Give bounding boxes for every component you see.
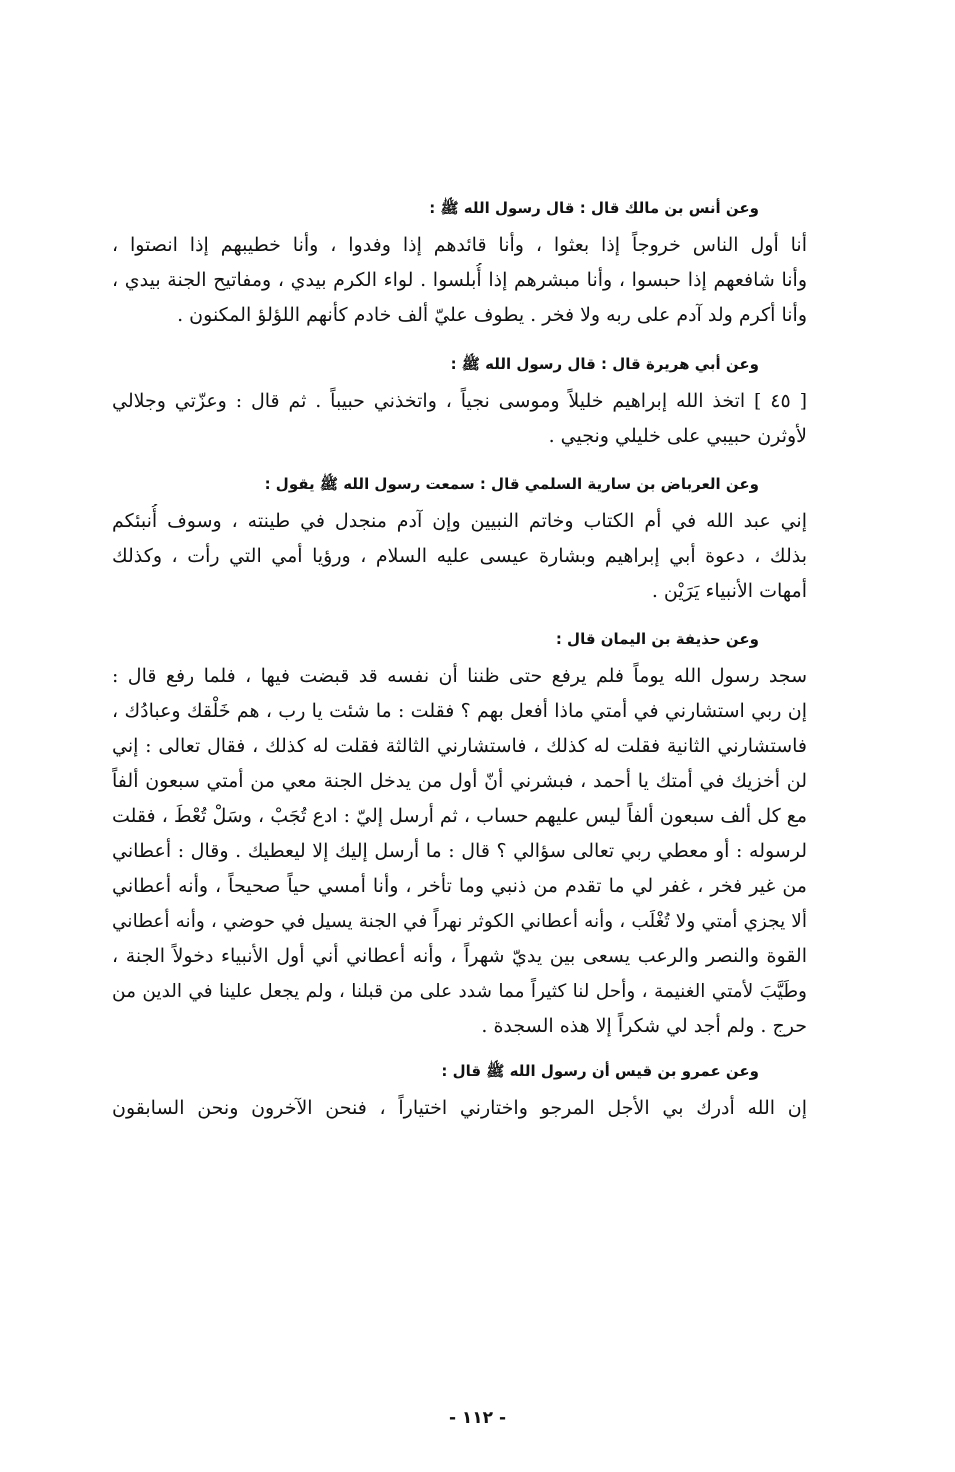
text-line: سجد رسول الله يوماً فلم يرفع حتى ظننا أن نفسه قد قبضت فيها ، فلما رفع قال :: [112, 665, 807, 687]
hadith-isnad: وعن عمرو بن قيس أن رسول الله ﷺ قال :: [441, 1062, 759, 1080]
text-line: لن أخزيك في أمتك يا أحمد ، فبشرني أنّ أول من يدخل الجنة معي من أمتي سبعون ألفاً: [112, 770, 807, 792]
text-line: أنا أول الناس خروجاً إذا بعثوا ، وأنا قائدهم إذا وفدوا ، وأنا خطيبهم إذا انصتوا ،: [112, 234, 807, 256]
hadith-block: [112, 1059, 807, 1126]
text-line: حرج . ولم أجد لي شكراً إلا هذه السجدة .: [481, 1015, 807, 1037]
text-line: لرسوله : أو معطي ربي تعالى سؤالي ؟ قال : ما أرسل إليك إلا ليعطيك . وقال : أعطاني: [112, 840, 807, 862]
hadith-block: [112, 196, 807, 333]
hadith-isnad: وعن أبي هريرة قال : قال رسول الله ﷺ :: [450, 355, 759, 373]
text-line: فاستشارني الثانية فقلت له كذلك ، فاستشارني الثالثة فقلت له كذلك ، فقال تعالى : إني: [112, 735, 807, 757]
text-line: إني عبد الله في أم الكتاب وخاتم النبيين وإن آدم منجدل في طينته ، وسوف أُنبئكم: [112, 510, 807, 532]
text-line: من غير فخر ، غفر لي ما تقدم من ذنبي وما تأخر ، وأنا أمسي حياً صحيحاً ، وأنه أعطاني: [112, 875, 807, 897]
hadith-text: [112, 504, 807, 609]
text-line: وأنا أكرم ولد آدم على ربه ولا فخر . يطوف عليّ ألف خادم كأنهم اللؤلؤ المكنون .: [177, 304, 807, 326]
hadith-text: [112, 228, 807, 333]
hadith-block: [112, 627, 807, 1044]
hadith-block: [112, 352, 807, 454]
text-line: القوة والنصر والرعب يسعى بين يديّ شهراً ، وأنه أعطاني أني أول الأنبياء دخولاً الجنة ،: [112, 945, 807, 967]
text-line: وأنا شافعهم إذا حبسوا ، وأنا مبشرهم إذا أُبلسوا . لواء الكرم بيدي ، ومفاتيح الجنة بيدي ،: [112, 269, 807, 291]
page-number: - ١١٢ -: [448, 1408, 507, 1428]
hadith-text: [112, 1091, 807, 1126]
text-line: إن الله أدرك بي الأجل المرجو واختارني اختياراً ، فنحن الآخرون ونحن السابقون: [112, 1097, 807, 1119]
text-line: مع كل ألف سبعون ألفاً ليس عليهم حساب ، ثم أرسل إليّ : ادع تُجَبْ ، وسَلْ تُعْطَ ، فقلت: [112, 805, 807, 827]
text-line: إن ربي استشارني في أمتي ماذا أفعل بهم ؟ فقلت : ما شئت يا رب ، هم خَلْقك وعبادُك ،: [112, 700, 807, 722]
hadith-isnad: وعن أنس بن مالك قال : قال رسول الله ﷺ :: [429, 199, 759, 217]
text-line: [ ٤٥ ] اتخذ الله إبراهيم خليلاً وموسى نجياً ، واتخذني حبيباً . ثم قال : وعزّتي وجلالي: [112, 390, 807, 412]
hadith-isnad: وعن حذيفة بن اليمان قال :: [555, 630, 759, 648]
text-line: أمهات الأنبياء يَرَيْن .: [651, 580, 807, 602]
hadith-text: [112, 659, 807, 1044]
text-line: بذلك ، دعوة أبي إبراهيم وبشارة عيسى عليه السلام ، ورؤيا أمي التي رأت ، وكذلك: [112, 545, 807, 567]
text-line: ألا يجزي أمتي ولا تُغْلَب ، وأنه أعطاني الكوثر نهراً في الجنة يسيل في حوضي ، وأنه أعطاني: [112, 911, 807, 932]
hadith-block: [112, 472, 807, 609]
hadith-text: [112, 384, 807, 454]
text-line: لأوثرن حبيبي على خليلي ونجيي .: [548, 425, 807, 447]
page-body: [112, 196, 807, 1126]
hadith-isnad: وعن العرباض بن سارية السلمي قال : سمعت رسول الله ﷺ يقول :: [264, 475, 759, 493]
text-line: وطَيَّبَ لأمتي الغنيمة ، وأحل لنا كثيراً مما شدد على من قبلنا ، ولم يجعل علينا في الدين من: [112, 981, 807, 1002]
